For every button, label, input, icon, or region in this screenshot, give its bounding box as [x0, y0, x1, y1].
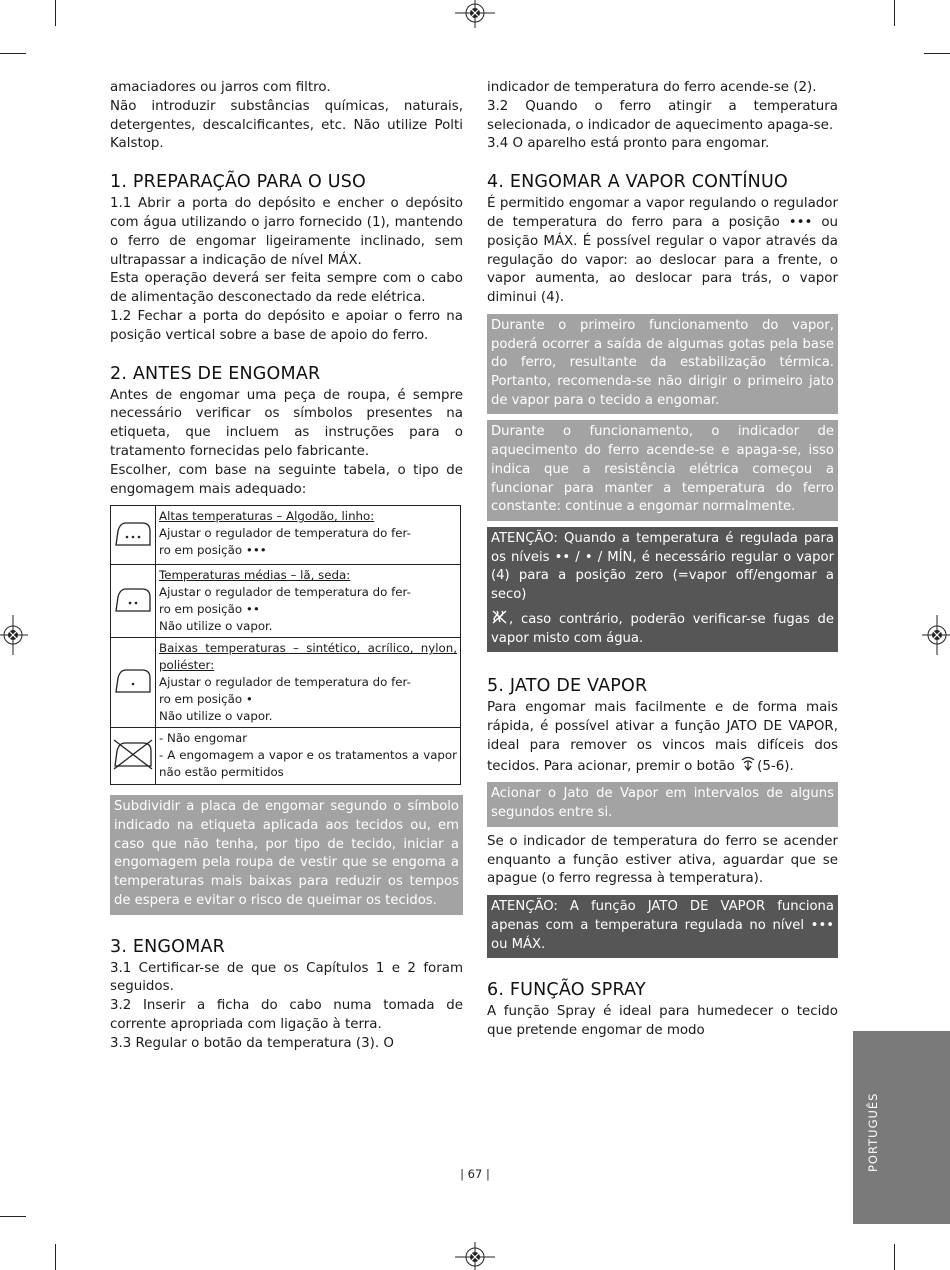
table-row [111, 506, 461, 565]
registration-mark-icon [0, 615, 28, 655]
paragraph: 1.1 Abrir a porta do depósito e encher o depósito com água utilizando o jarro fornecido (1), mantendo o ferro de engomar ligeiramente inclinado, sem ultrapassar a indicação de nível MÁX. [110, 196, 463, 268]
table-text-cell [156, 728, 461, 785]
paragraph: indicador de temperatura do ferro acende-se (2). [487, 80, 817, 95]
table-cell-line: Não utilize o vapor. [159, 619, 273, 634]
paragraph: 1.2 Fechar a porta do depósito e apoiar o ferro na posição vertical sobre a base de apoio do ferro. [110, 308, 463, 343]
note-box: Durante o funcionamento, o indicador de aquecimento do ferro acende-se e apaga-se, isso indica que a resistência elétrica começou a funcionar para manter a temperatura do ferro constante: continue a engomar normalmente. [487, 420, 838, 521]
crop-mark [55, 0, 56, 26]
right-column [487, 79, 838, 1041]
paragraph: É permitido engomar a vapor regulando o regulador de temperatura do ferro para a posição ••• ou posição MÁX. É possível regular o vapor através da regulação do vapor: ao deslocar para a frente, o vapor aumenta, ao deslocar para trás, o vapor diminui (4). [487, 196, 838, 306]
paragraph: 3.2 Inserir a ficha do cabo numa tomada de corrente apropriada com ligação à terra. [110, 998, 463, 1032]
paragraph: 3.3 Regular o botão da temperatura (3). O [110, 1035, 394, 1051]
paragraph: 3.4 O aparelho está pronto para engomar. [487, 136, 770, 152]
table-symbol-cell [111, 728, 156, 785]
note-box: Durante o primeiro funcionamento do vapor, poderá ocorrer a saída de algumas gotas pela base do ferro, resultante da estabilização térmica. Portanto, recomenda-se não dirigir o primeiro jato de vapor para o tecido a engomar. [487, 314, 838, 415]
steam-burst-icon [739, 756, 757, 771]
paragraph: Escolher, com base na seguinte tabela, o tipo de engomagem mais adequado: [110, 462, 463, 497]
table-symbol-cell [111, 506, 156, 565]
table-text-cell [156, 506, 461, 565]
crop-mark [0, 1216, 26, 1217]
table-cell-title: Temperaturas médias – lã, seda: [159, 568, 351, 583]
paragraph: amaciadores ou jarros com filtro. [110, 80, 331, 95]
table-cell-line: ro em posição ••• [159, 543, 267, 558]
note-box: Subdividir a placa de engomar segundo o símbolo indicado na etiqueta aplicada aos tecidos ou, em caso que não tenha, por tipo de tecido, iniciar a engomagem pela roupa de vestir que se engoma a temperaturas mais baixas para reduzir os tempos de espera e evitar o risco de queimar os tecidos. [110, 795, 463, 914]
section-heading: 3. ENGOMAR [110, 936, 225, 957]
crop-mark [894, 0, 895, 26]
page-number: | 67 | [460, 1167, 490, 1181]
no-steam-icon [491, 609, 509, 625]
paragraph: Se o indicador de temperatura do ferro se acender enquanto a função estiver ativa, aguardar que se apague (o ferro regressa à temperatura). [487, 833, 838, 887]
registration-mark-icon [455, 1242, 495, 1270]
registration-mark-icon [455, 0, 495, 28]
section-heading: 5. JATO DE VAPOR [487, 676, 648, 697]
table-cell-title: Altas temperaturas – Algodão, linho: [159, 509, 375, 524]
table-cell-title: Baixas temperaturas – sintético, acrílico, nylon, poliéster: [159, 641, 457, 673]
table-cell-line: Não utilize o vapor. [159, 709, 273, 724]
section-heading: 6. FUNÇÃO SPRAY [487, 980, 646, 1001]
table-row [111, 565, 461, 638]
paragraph [487, 699, 838, 776]
paragraph: Esta operação deverá ser feita sempre com o cabo de alimentação desconectado da rede elétrica. [110, 271, 463, 306]
table-text-cell [156, 638, 461, 728]
iron-one-dot-icon [113, 665, 153, 695]
language-tab-label: PORTUGUÊS [866, 1092, 880, 1172]
table-text-cell [156, 565, 461, 638]
paragraph: Não introduzir substâncias químicas, naturais, detergentes, descalcificantes, etc. Não utilize Polti Kalstop. [110, 98, 463, 152]
crop-mark [55, 1244, 56, 1270]
paragraph: A função Spray é ideal para humedecer o tecido que pretende engomar de modo [487, 1004, 838, 1039]
table-cell-line: Ajustar o regulador de temperatura do fer- [159, 585, 411, 600]
warning-text: ATENÇÃO: Quando a temperatura é regulada para os níveis •• / • / MÍN, é necessário regular o vapor (4) para a posição zero (=vapor off/engomar a seco) [491, 531, 834, 603]
ironing-table [110, 505, 461, 785]
warning-box [487, 527, 838, 652]
table-cell-line: Ajustar o regulador de temperatura do fer- [159, 675, 411, 690]
paragraph: 3.1 Certificar-se de que os Capítulos 1 e 2 foram seguidos. [110, 960, 463, 995]
table-row [111, 728, 461, 785]
paragraph-text: (5-6). [757, 758, 794, 774]
warning-text: , caso contrário, poderão verificar-se fugas de vapor misto com água. [491, 611, 834, 646]
left-column [110, 79, 463, 1054]
paragraph: 3.2 Quando o ferro atingir a temperatura selecionada, o indicador de aquecimento apaga-se. [487, 98, 838, 133]
iron-crossed-icon [111, 737, 155, 771]
crop-mark [0, 53, 26, 54]
section-heading: 2. ANTES DE ENGOMAR [110, 363, 321, 384]
crop-mark [894, 1244, 895, 1270]
note-box: Acionar o Jato de Vapor em intervalos de alguns segundos entre si. [487, 782, 838, 826]
table-row [111, 638, 461, 728]
iron-three-dots-icon [113, 518, 153, 548]
section-heading: 4. ENGOMAR A VAPOR CONTÍNUO [487, 172, 788, 193]
crop-mark [924, 53, 950, 54]
paragraph-text: Para engomar mais facilmente e de forma mais rápida, é possível ativar a função JATO DE VAPOR, ideal para remover os vincos mais difíceis dos tecidos. Para acionar, premir o botão [487, 700, 838, 774]
iron-two-dots-icon [113, 584, 153, 614]
section-heading: 1. PREPARAÇÃO PARA O USO [110, 172, 366, 193]
table-cell-line: - A engomagem a vapor e os tratamentos a vapor não estão permitidos [159, 748, 457, 780]
registration-mark-icon [922, 615, 950, 655]
table-cell-line: ro em posição • [159, 692, 253, 707]
table-cell-line: Ajustar o regulador de temperatura do fer- [159, 526, 411, 541]
warning-box: ATENÇÃO: A função JATO DE VAPOR funciona apenas com a temperatura regulada no nível ••• ou MÁX. [487, 895, 838, 958]
paragraph: Antes de engomar uma peça de roupa, é sempre necessário verificar os símbolos presentes na etiqueta, que incluem as instruções para o tratamento fornecidas pelo fabricante. [110, 387, 463, 459]
table-cell-line: ro em posição •• [159, 602, 260, 617]
table-cell-line: - Não engomar [159, 731, 248, 746]
table-symbol-cell [111, 565, 156, 638]
table-symbol-cell [111, 638, 156, 728]
